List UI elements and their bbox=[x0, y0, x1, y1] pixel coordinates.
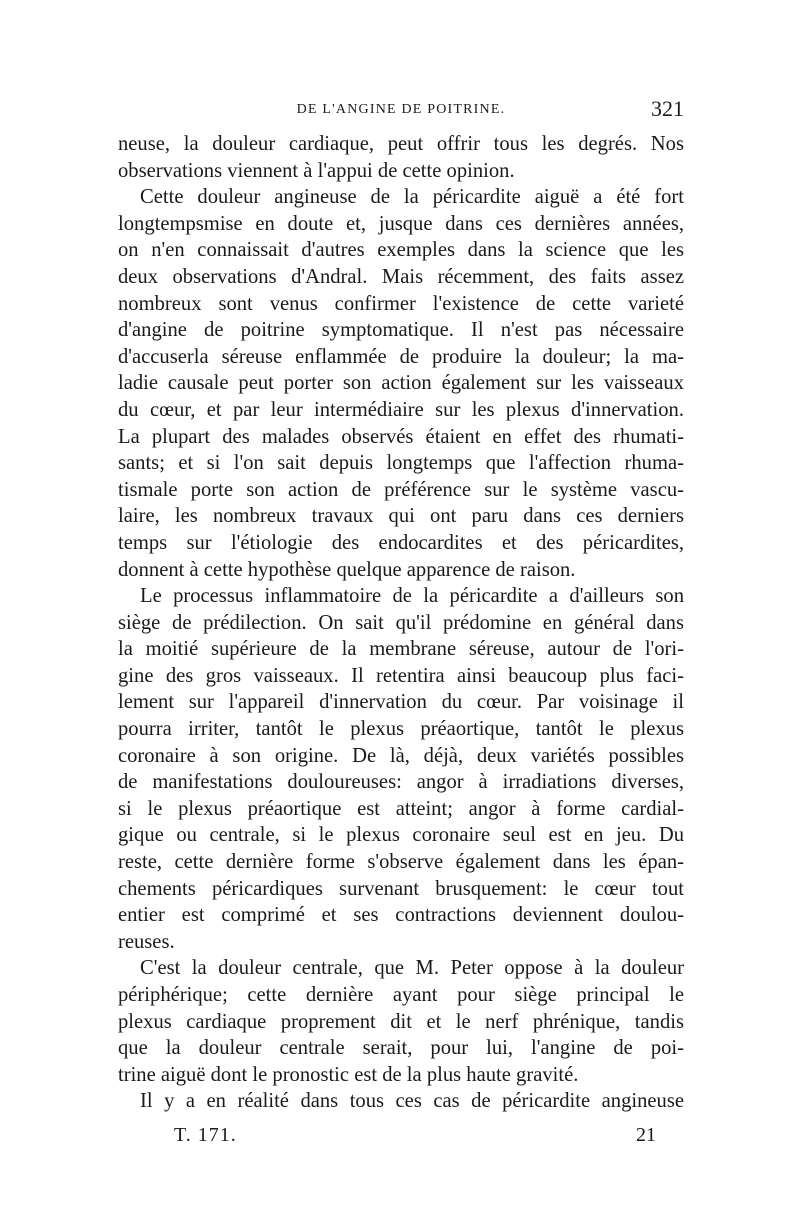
text-line: longtempsmise en doute et, jusque dans ces dernières années, bbox=[118, 212, 684, 235]
text-line: Il y a en réalité dans tous ces cas de péricardite angineuse bbox=[140, 1090, 684, 1113]
text-line: plexus cardiaque proprement dit et le nerf phrénique, tandis bbox=[118, 1010, 684, 1033]
page-footer bbox=[118, 1124, 684, 1154]
text-line: d'accuserla séreuse enflammée de produire la douleur; la ma- bbox=[118, 345, 684, 368]
signature-number: 21 bbox=[636, 1124, 656, 1146]
text-line: C'est la douleur centrale, que M. Peter oppose à la douleur bbox=[140, 957, 684, 980]
text-line: tismale porte son action de préférence sur le système vascu- bbox=[118, 478, 684, 501]
text-line: périphérique; cette dernière ayant pour siège principal le bbox=[118, 984, 684, 1006]
text-line: laire, les nombreux travaux qui ont paru dans ces derniers bbox=[118, 505, 684, 528]
text-line: donnent à cette hypothèse quelque apparence de raison. bbox=[118, 558, 576, 581]
text-line: de manifestations douloureuses: angor à irradiations diverses, bbox=[118, 771, 684, 794]
text-line: temps sur l'étiologie des endocardites et des péricardites, bbox=[118, 531, 684, 554]
page-number: 321 bbox=[651, 96, 684, 121]
text-line: Cette douleur angineuse de la péricardite aiguë a été fort bbox=[140, 186, 684, 209]
paragraph bbox=[118, 131, 684, 184]
text-line: ladie causale peut porter son action également sur les vaisseaux bbox=[118, 372, 684, 395]
text-line: gique ou centrale, si le plexus coronaire seul est en jeu. Du bbox=[118, 824, 684, 847]
text-line: La plupart des malades observés étaient en effet des rhumati- bbox=[118, 425, 684, 448]
text-line: neuse, la douleur cardiaque, peut offrir tous les degrés. Nos bbox=[118, 133, 684, 155]
paragraph bbox=[118, 583, 684, 955]
text-line: sants; et si l'on sait depuis longtemps que l'affection rhuma- bbox=[118, 452, 684, 475]
running-head bbox=[118, 96, 684, 126]
text-line: chements péricardiques survenant brusquement: le cœur tout bbox=[118, 877, 684, 900]
text-line: Le processus inflammatoire de la péricardite a d'ailleurs son bbox=[140, 585, 684, 608]
text-line: deux observations d'Andral. Mais récemment, des faits assez bbox=[118, 265, 684, 288]
text-line: si le plexus préaortique est atteint; angor à forme cardial- bbox=[118, 797, 684, 820]
running-title: DE L'ANGINE DE POITRINE. bbox=[296, 102, 506, 117]
text-line: pourra irriter, tantôt le plexus préaortique, tantôt le plexus bbox=[118, 718, 684, 741]
text-line: gine des gros vaisseaux. Il retentira ainsi beaucoup plus faci- bbox=[118, 664, 684, 687]
paragraph bbox=[118, 955, 684, 1088]
text-line: reuses. bbox=[118, 930, 175, 953]
text-line: coronaire à son origine. De là, déjà, deux variétés possibles bbox=[118, 744, 684, 767]
text-line: trine aiguë dont le pronostic est de la plus haute gravité. bbox=[118, 1063, 579, 1086]
text-line: d'angine de poitrine symptomatique. Il n'est pas nécessaire bbox=[118, 319, 684, 342]
text-line: entier est comprimé et ses contractions deviennent doulou- bbox=[118, 904, 684, 927]
text-line: reste, cette dernière forme s'observe également dans les épan- bbox=[118, 851, 684, 874]
text-line: observations viennent à l'appui de cette opinion. bbox=[118, 159, 515, 182]
text-line: la moitié supérieure de la membrane séreuse, autour de l'ori- bbox=[118, 638, 684, 661]
printer-signature: T. 171. bbox=[174, 1124, 237, 1146]
body-text bbox=[118, 131, 684, 1115]
text-line: nombreux sont venus confirmer l'existence de cette varieté bbox=[118, 292, 684, 315]
text-line: lement sur l'appareil d'innervation du cœur. Par voisinage il bbox=[118, 691, 684, 714]
text-line: du cœur, et par leur intermédiaire sur les plexus d'innervation. bbox=[118, 398, 684, 421]
text-line: on n'en connaissait d'autres exemples dans la science que les bbox=[118, 239, 684, 262]
paragraph bbox=[118, 184, 684, 583]
text-line: siège de prédilection. On sait qu'il prédomine en général dans bbox=[118, 611, 684, 634]
text-line: que la douleur centrale serait, pour lui, l'angine de poi- bbox=[118, 1037, 684, 1060]
paragraph bbox=[118, 1088, 684, 1115]
